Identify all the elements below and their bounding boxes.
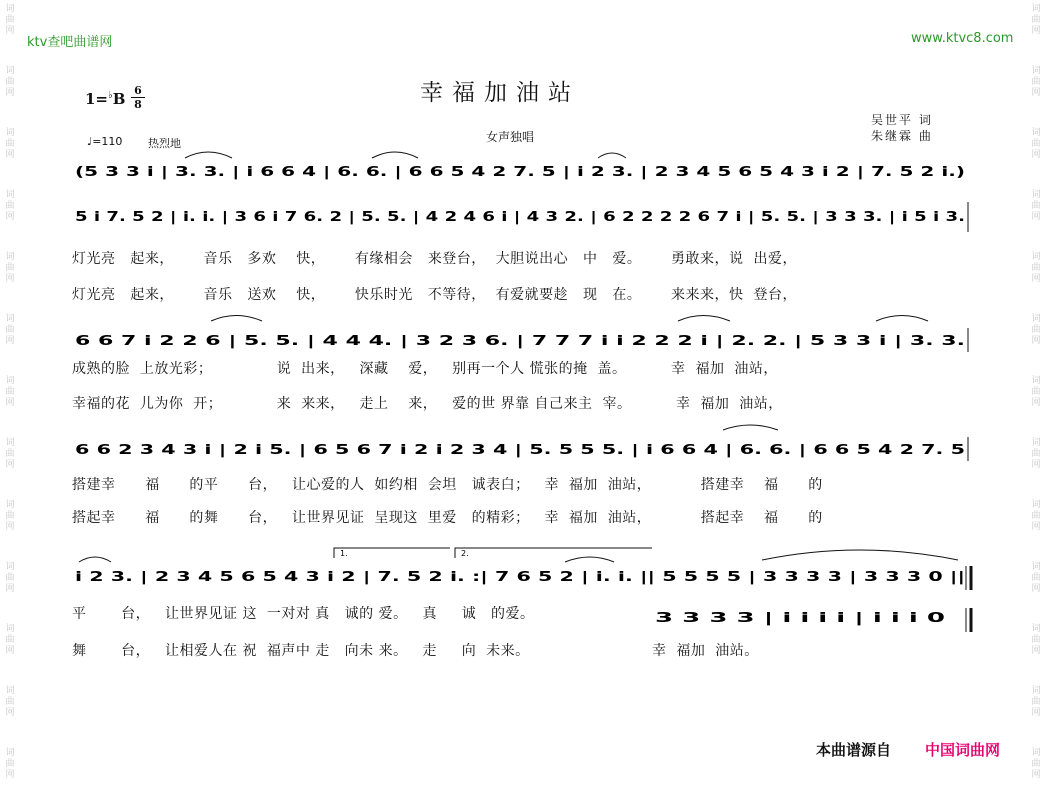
volta-1: 1. <box>340 549 348 558</box>
score-line-4: 6 6 2 3 4 3 i | 2 i 5. | 6 5 6 7 i 2 i 2 3 4 | 5. 5 5 5. | i 6 6 4 | 6. 6. | 6 6 5 4 2 7. 5 <box>75 443 965 458</box>
watermark-mark: 词 曲 网 <box>1031 4 1041 36</box>
lyrics-line4-verse1: 搭建幸 福 的平 台， 让心爱的人 如约相 会坦 诚表白； 幸 福加 油站， 搭建幸 福 的 <box>72 477 823 493</box>
volta-2: 2. <box>461 549 469 558</box>
watermark-mark: 词 曲 网 <box>1031 376 1041 408</box>
watermark-mark: 词 曲 网 <box>5 252 15 284</box>
chorus-notes: 3 3 3 3 | i i i i | i i i 0 <box>655 611 945 626</box>
meter-bottom: 8 <box>134 98 142 111</box>
source-label: 本曲谱源自 <box>816 741 892 759</box>
final-barlines <box>966 202 971 632</box>
watermark-mark: 词 曲 网 <box>1031 562 1041 594</box>
score-line-3: 6 6 7 i 2 2 6 | 5. 5. | 4 4 4. | 3 2 3 6. | 7 7 7 i i 2 2 2 i | 2. 2. | 5 3 3 i | 3. 3. <box>75 334 965 349</box>
lyrics-line2-verse2: 灯光亮 起来， 音乐 送欢 快， 快乐时光 不等待， 有爱就要趁 现 在。 来来来，快 登台， <box>72 287 797 303</box>
lyrics-line3-verse1: 成熟的脸 上放光彩； 说 出来， 深藏 爱， 别再一个人 慌张的掩 盖。 幸 福加 油站， <box>72 361 778 377</box>
watermark-mark: 词 曲 网 <box>1031 500 1041 532</box>
meter-top: 6 <box>134 84 142 97</box>
watermark-mark: 词 曲 网 <box>5 128 15 160</box>
lyrics-line5-chorus: 幸 福加 油站。 <box>652 643 759 659</box>
score-line-1: (5 3 3 i | 3. 3. | i 6 6 4 | 6. 6. | 6 6 5 4 2 7. 5 | i 2 3. | 2 3 4 5 6 5 4 3 i 2 | 7. 5 2 i.) <box>75 165 965 180</box>
watermark-mark: 词 曲 网 <box>1031 190 1041 222</box>
watermark-mark: 词 曲 网 <box>5 686 15 718</box>
watermark-mark: 词 曲 网 <box>1031 252 1041 284</box>
score-line-5: i 2 3. | 2 3 4 5 6 5 4 3 i 2 | 7. 5 2 i. :| 7 6 5 2 | i. i. || 5 5 5 5 | 3 3 3 3 | 3 3 3 0 || <box>75 570 965 585</box>
watermark-mark: 词 曲 网 <box>5 376 15 408</box>
watermark-mark: 词 曲 网 <box>5 562 15 594</box>
watermark-mark: 词 曲 网 <box>1031 686 1041 718</box>
lyrics-line5-verse2: 舞 台， 让相爱人在 祝 福声中 走 向未 来。 走 向 未来。 <box>72 643 530 659</box>
watermark-mark: 词 曲 网 <box>5 190 15 222</box>
lyrics-line5-verse1: 平 台， 让世界见证 这 一对对 真 诚的 爱。 真 诚 的爱。 <box>72 606 535 622</box>
song-title: 幸福加油站 <box>420 80 580 106</box>
lyrics-line2-verse1: 灯光亮 起来， 音乐 多欢 快， 有缘相会 来登台， 大胆说出心 中 爱。 勇敢来，说 出爱， <box>72 251 797 267</box>
watermark-mark: 词 曲 网 <box>1031 748 1041 780</box>
watermark-mark: 词 曲 网 <box>5 314 15 346</box>
watermark-mark: 词 曲 网 <box>5 624 15 656</box>
source-site-link[interactable]: 中国词曲网 <box>925 741 1001 759</box>
lyrics-line4-verse2: 搭起幸 福 的舞 台， 让世界见证 呈现这 里爱 的精彩； 幸 福加 油站， 搭起幸 福 的 <box>72 510 823 526</box>
watermark-mark: 词 曲 网 <box>1031 314 1041 346</box>
watermark-mark: 词 曲 网 <box>5 4 15 36</box>
site-url-right[interactable]: www.ktvc8.com <box>911 31 1014 46</box>
lyrics-line3-verse2: 幸福的花 儿为你 开； 来 来来， 走上 来， 爱的世 界靠 自己来主 宰。 幸 福加 油站， <box>72 396 783 412</box>
voice-type: 女声独唱 <box>486 130 535 144</box>
expression-marking: 热烈地 <box>148 137 181 150</box>
score-line-2: 5 i 7. 5 2 | i. i. | 3 6 i 7 6. 2 | 5. 5. | 4 2 4 6 i | 4 3 2. | 6 2 2 2 2 6 7 i | 5. 5. | 3 3 3. | i 5 i 3. <box>75 210 965 225</box>
watermark-mark: 词 曲 网 <box>5 66 15 98</box>
key-signature: 1=♭B <box>85 90 126 108</box>
watermark-mark: 词 曲 网 <box>1031 438 1041 470</box>
watermark-mark: 词 曲 网 <box>1031 66 1041 98</box>
watermark-mark: 词 曲 网 <box>5 438 15 470</box>
tempo-marking: ♩=110 <box>87 135 123 148</box>
watermark-mark: 词 曲 网 <box>5 748 15 780</box>
watermark-mark: 词 曲 网 <box>5 500 15 532</box>
volta-brackets <box>334 548 652 558</box>
watermark-mark: 词 曲 网 <box>1031 624 1041 656</box>
site-name-left[interactable]: ktv查吧曲谱网 <box>27 35 113 50</box>
watermark-mark: 词 曲 网 <box>1031 128 1041 160</box>
composer: 朱继霖 曲 <box>871 129 933 143</box>
lyricist: 吴世平 词 <box>871 113 933 127</box>
